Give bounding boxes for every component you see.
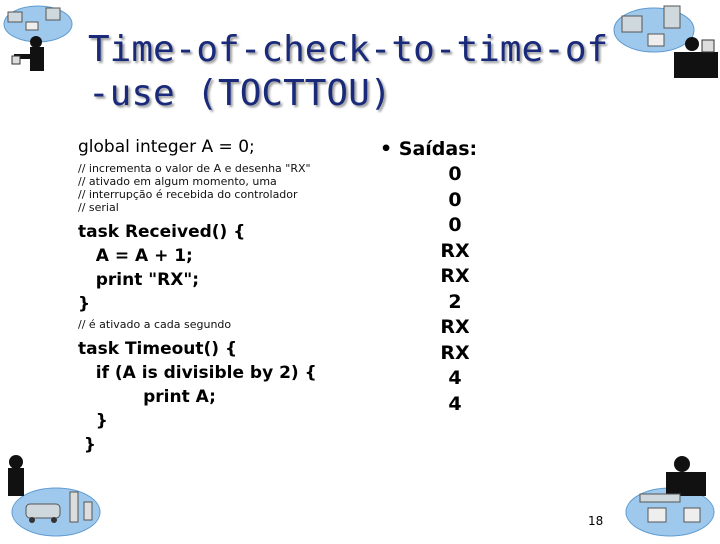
code-line: } [78,294,91,314]
output-value: 4 [448,367,462,389]
output-value: 0 [448,163,462,185]
code-line: if (A is divisible by 2) { [78,363,317,383]
output-value: 0 [448,214,462,236]
clipart-top-left [0,0,90,80]
output-value: RX [440,265,470,287]
code-line: A = A + 1; [78,246,193,266]
comment-line: // interrupção é recebida do controlador [78,188,298,201]
outputs-list [430,162,480,417]
global-declaration: global integer A = 0; [78,137,255,157]
comment-line: // incrementa o valor de A e desenha "RX" [78,162,311,175]
network-clipart-icon [0,0,90,80]
output-value: 2 [448,290,462,313]
output-value: 4 [448,392,462,415]
code-line: print A; [78,387,216,407]
page-number: 18 [588,514,604,528]
comment-line: // ativado em algum momento, uma [78,175,277,188]
code-line: print "RX"; [78,270,199,290]
slide-title [88,28,628,116]
code-line: task Received() { [78,222,246,242]
network-clipart-icon [0,450,110,540]
code-line: } [78,411,108,431]
output-value: RX [440,341,470,364]
code-line: task Timeout() { [78,339,238,359]
outputs-heading: • Saídas: [380,138,478,160]
output-value: RX [440,239,470,262]
comment-line: // é ativado a cada segundo [78,318,232,331]
code-listing [78,136,378,457]
code-line: } [78,435,97,455]
output-value: 0 [448,188,462,211]
comment-line: // serial [78,201,119,214]
clipart-bottom-left [0,450,110,540]
output-value: RX [440,316,470,338]
clipart-bottom-right [610,450,720,540]
title-line-2: -use (TOCTTOU) [88,73,392,114]
network-clipart-icon [610,450,720,540]
title-line-1: Time-of-check-to-time-of [88,29,609,70]
